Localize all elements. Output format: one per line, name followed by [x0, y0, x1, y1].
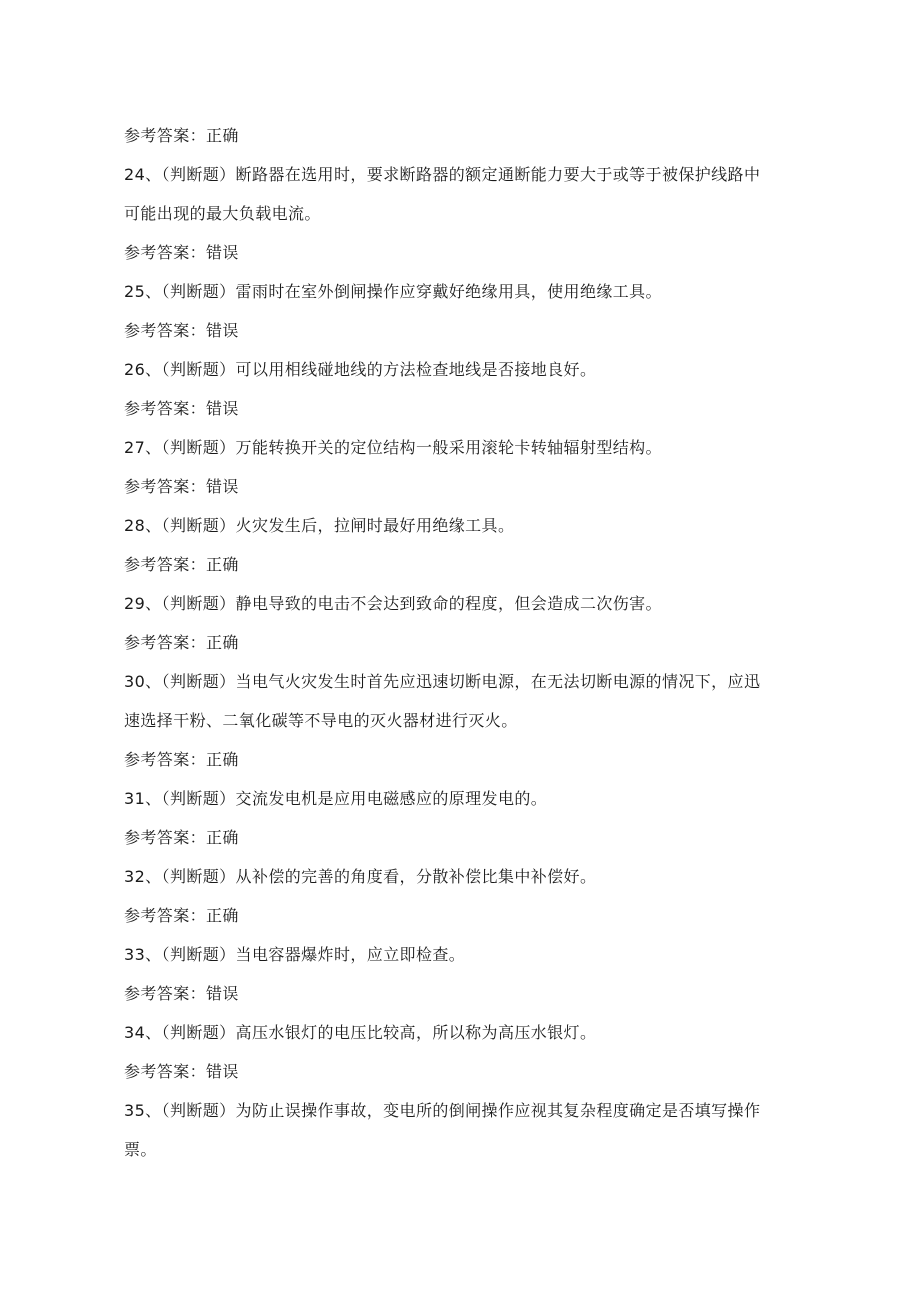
- question-line: 31、（判断题）交流发电机是应用电磁感应的原理发电的。: [124, 789, 548, 808]
- question-line: 33、（判断题）当电容器爆炸时，应立即检查。: [124, 945, 466, 964]
- answer-line: 参考答案：正确: [124, 633, 239, 652]
- answer-line: 参考答案：错误: [124, 984, 239, 1003]
- answer-line: 参考答案：正确: [124, 906, 239, 925]
- question-line: 27、（判断题）万能转换开关的定位结构一般采用滚轮卡转轴辐射型结构。: [124, 438, 662, 457]
- question-line: 29、（判断题）静电导致的电击不会达到致命的程度，但会造成二次伤害。: [124, 594, 662, 613]
- answer-line: 参考答案：正确: [124, 555, 239, 574]
- question-line: 26、（判断题）可以用相线碰地线的方法检查地线是否接地良好。: [124, 360, 597, 379]
- question-line: 票。: [124, 1140, 157, 1159]
- answer-line: 参考答案：正确: [124, 126, 239, 145]
- question-line: 速选择干粉、二氧化碳等不导电的灭火器材进行灭火。: [124, 711, 518, 730]
- answer-line: 参考答案：错误: [124, 243, 239, 262]
- question-line: 25、（判断题）雷雨时在室外倒闸操作应穿戴好绝缘用具，使用绝缘工具。: [124, 282, 662, 301]
- question-line: 可能出现的最大负载电流。: [124, 204, 321, 223]
- question-line: 34、（判断题）高压水银灯的电压比较高，所以称为高压水银灯。: [124, 1023, 597, 1042]
- answer-line: 参考答案：错误: [124, 399, 239, 418]
- question-line: 24、（判断题）断路器在选用时，要求断路器的额定通断能力要大于或等于被保护线路中: [124, 165, 761, 184]
- answer-line: 参考答案：错误: [124, 1062, 239, 1081]
- question-line: 30、（判断题）当电气火灾发生时首先应迅速切断电源，在无法切断电源的情况下，应迅: [124, 672, 761, 691]
- question-line: 32、（判断题）从补偿的完善的角度看，分散补偿比集中补偿好。: [124, 867, 597, 886]
- answer-line: 参考答案：错误: [124, 321, 239, 340]
- answer-line: 参考答案：正确: [124, 750, 239, 769]
- answer-line: 参考答案：正确: [124, 828, 239, 847]
- answer-line: 参考答案：错误: [124, 477, 239, 496]
- question-line: 28、（判断题）火灾发生后，拉闸时最好用绝缘工具。: [124, 516, 515, 535]
- question-line: 35、（判断题）为防止误操作事故，变电所的倒闸操作应视其复杂程度确定是否填写操作: [124, 1101, 761, 1120]
